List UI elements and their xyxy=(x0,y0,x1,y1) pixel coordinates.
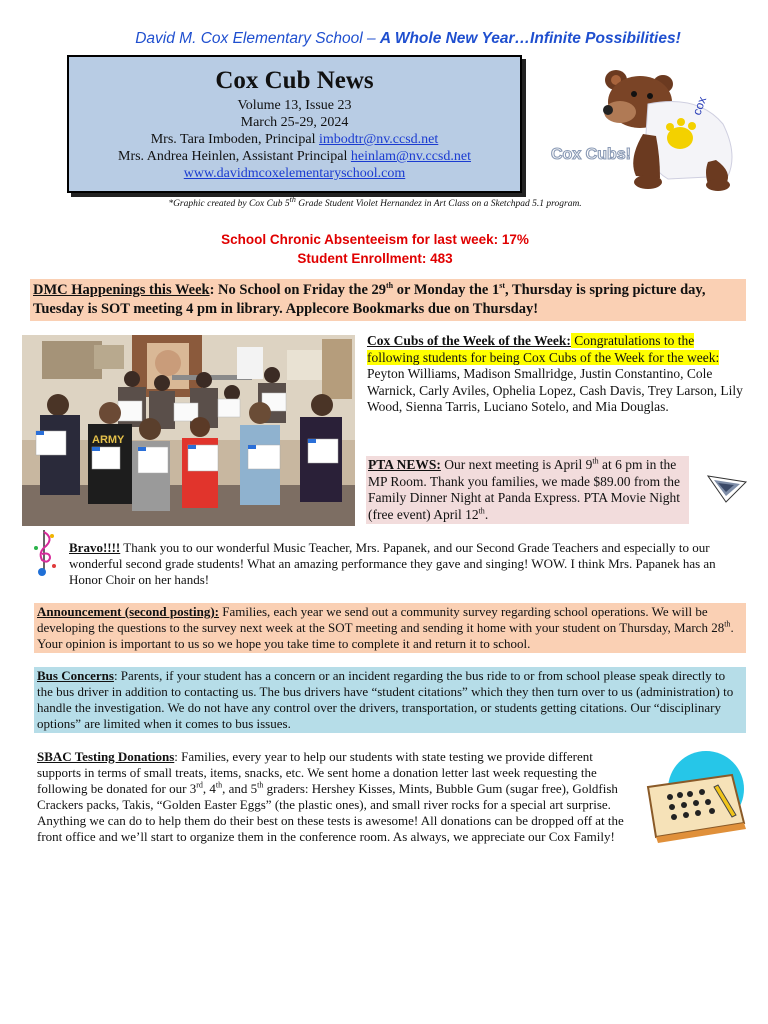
school-tagline xyxy=(0,30,768,48)
bravo-text: Thank you to our wonderful Music Teacher, Mrs. Papanek, and our Second Grade Teachers and especially to our wonderful second grade students! What an amazing performance they gave and singing! WOW. I think Mrs. Papanek has an Honor Choir on her hands! xyxy=(69,540,716,587)
pta-text: . xyxy=(484,506,489,522)
pta-text: at 6 pm in the MP Room. Thank you families, we made $89.00 from the Family Dinner Night at Panda Express. PTA Movie Night (free event) April 12 xyxy=(368,457,681,522)
pennant-clipart xyxy=(706,470,748,504)
happenings-heading: DMC Happenings this Week xyxy=(33,282,210,298)
sbac-sup: th xyxy=(257,780,264,790)
bear-logo-caption: Cox Cubs! xyxy=(551,146,631,163)
bravo-heading: Bravo!!!! xyxy=(69,540,121,555)
sbac-donations-section xyxy=(37,749,635,845)
pta-sup: th xyxy=(478,506,485,515)
test-sheet-clipart xyxy=(640,745,752,845)
enrollment-stat: Student Enrollment: 483 xyxy=(297,251,453,266)
cubs-of-the-week-section xyxy=(367,333,743,416)
announcement-heading: Announcement (second posting): xyxy=(37,604,220,619)
absenteeism-stat: School Chronic Absenteeism for last week: 17% xyxy=(221,232,529,247)
sbac-text: , and 5 xyxy=(222,781,258,796)
cubs-congratulations: Congratulations to the following students for being Cox Cubs of the Week for the week: xyxy=(367,333,720,365)
announcement-text: Families, each year we send out a community survey regarding school operations. We will be developing the questions to the survey next week at the SOT meeting and sending it home with your student on Thursday, March 28 xyxy=(37,604,725,635)
assistant-principal-line xyxy=(69,148,520,165)
happenings-text: , Thursday is spring picture day, Tuesday is SOT meeting 4 pm in library. Applecore Bookmarks due on Thursday! xyxy=(33,282,706,317)
pta-sup: th xyxy=(592,456,599,466)
pta-news-section xyxy=(366,456,689,524)
bus-text: : Parents, if your student has a concern or an incident regarding the bus ride to or from school please speak directly to the bus driver in addition to contacting us. The bus drivers have “student citations” which they then turn over to us (administration) to handle the investigation. We do not have any control over the drivers, transportation, or students getting citations. Our “disciplinary options” are limited when it comes to bus issues. xyxy=(37,668,734,731)
principal-email-link[interactable]: imbodtr@nv.ccsd.net xyxy=(318,132,439,147)
bravo-section xyxy=(69,540,739,588)
happenings-text: : No School on Friday the 29 xyxy=(209,282,387,298)
school-motto: A Whole New Year…Infinite Possibilities! xyxy=(379,30,681,47)
newsletter-title: Cox Cub News xyxy=(215,67,374,94)
sbac-text: , 4 xyxy=(202,781,216,796)
announcement-sup: th xyxy=(724,619,731,629)
cubs-of-the-week-photo xyxy=(22,335,355,526)
pta-heading: PTA NEWS: xyxy=(368,457,441,472)
sbac-text: : Families, every year to help our students with state testing we provide different supports in terms of small treats, items, snacks, etc. We sent home a donation letter last week requesting the following be donated for our 3 xyxy=(37,749,597,796)
school-name: David M. Cox Elementary School – xyxy=(135,30,380,47)
happenings-sup: th xyxy=(386,281,394,291)
happenings-sup: st xyxy=(499,281,505,291)
assistant-email-link[interactable]: heinlam@nv.ccsd.net xyxy=(350,149,471,164)
sbac-heading: SBAC Testing Donations xyxy=(37,749,175,764)
principal-line xyxy=(69,131,520,148)
bear-shirt-text: cox xyxy=(689,94,710,118)
pta-text: Our next meeting is April 9 xyxy=(440,457,593,472)
cox-cub-bear-logo xyxy=(548,64,748,192)
bus-heading: Bus Concerns xyxy=(37,668,114,683)
graphic-credit xyxy=(0,194,750,209)
website-link[interactable]: www.davidmcoxelementaryschool.com xyxy=(183,166,406,181)
cubs-heading: Cox Cubs of the Week of the Week: xyxy=(367,333,571,348)
principal-label: Mrs. Tara Imboden, Principal xyxy=(150,132,316,147)
music-note-icon xyxy=(32,528,58,580)
assistant-label: Mrs. Andrea Heinlen, Assistant Principal xyxy=(118,149,348,164)
sbac-text: graders: Hershey Kisses, Mints, Bubble Gum (sugar free), Goldfish Crackers packs, Takis, “Golden Easter Eggs” (the plastic ones), and small river rocks for a special art surprise. Anything we can do to help them do their best on these tests is awesome! All donations can be dropped off at the front office and we’ll start to organize them in the conference room. As always, we appreciate our Cox Family! xyxy=(37,781,624,844)
credit-text-end: Grade Student Violet Hernandez in Art Class on a Sketchpad 5.1 program. xyxy=(295,199,582,209)
website-line xyxy=(69,165,520,182)
sbac-sup: th xyxy=(215,780,223,790)
newsletter-masthead xyxy=(67,55,522,193)
announcement-section xyxy=(34,603,746,653)
volume-issue: Volume 13, Issue 23 xyxy=(237,98,352,113)
sbac-sup: rd xyxy=(196,780,203,790)
credit-sup: th xyxy=(289,194,296,204)
issue-dates: March 25-29, 2024 xyxy=(240,115,349,130)
credit-text: *Graphic created by Cox Cub 5 xyxy=(168,199,290,209)
cubs-student-names: Peyton Williams, Madison Smallridge, Justin Constantino, Cole Warnick, Carly Aviles, Ophelia Lopez, Cash Davis, Trey Larson, Lily Wood, Sienna Tarris, Luciano Sotelo, and Mia Douglas. xyxy=(367,366,743,414)
happenings-section xyxy=(30,279,746,321)
bus-concerns-section xyxy=(34,667,746,733)
happenings-text: or Monday the 1 xyxy=(393,282,500,298)
announcement-text: . Your opinion is important to us so we hope you take time to complete it and return it to school. xyxy=(37,620,734,651)
attendance-alerts xyxy=(0,230,750,268)
photo-shirt-text: ARMY xyxy=(92,434,125,446)
